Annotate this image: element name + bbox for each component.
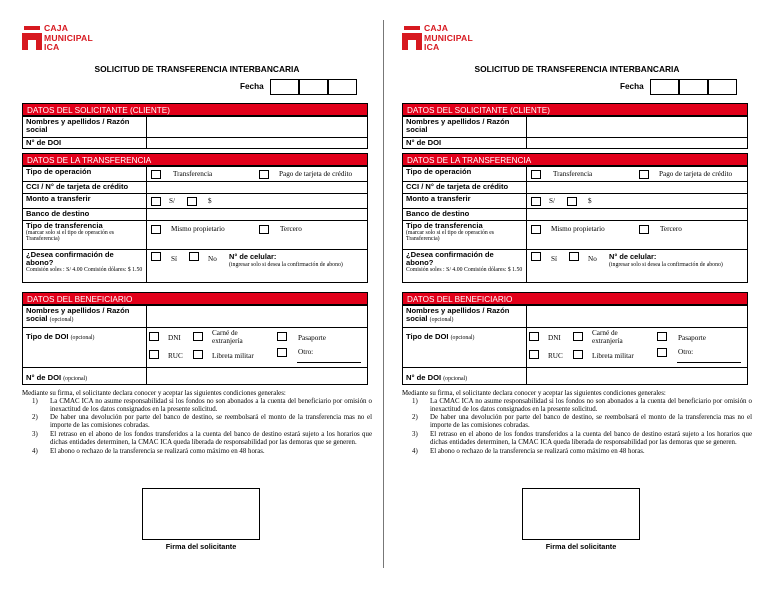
credit-card-payment-checkbox[interactable] — [639, 170, 649, 179]
form-title: SOLICITUD DE TRANSFERENCIA INTERBANCARIA — [474, 64, 680, 74]
dollars-label: $ — [208, 197, 212, 205]
signature-label: Firma del solicitante — [545, 542, 617, 551]
terms-item: 3) El retraso en el abono de los fondos transferidos a la cuenta del banco de destino estará sujeto a los horarios que dichas entidades determinen, la CMAC ICA queda liberada de responsabilidad por las demoras que se generen. — [32, 430, 372, 446]
third-party-checkbox[interactable] — [639, 225, 649, 234]
terms-item: 4) El abono o rechazo de la transferencia se realizará como máximo en 48 horas. — [32, 447, 265, 455]
soles-checkbox[interactable] — [531, 197, 541, 206]
doi-type-options — [527, 328, 748, 368]
applicant-doi-field[interactable] — [147, 138, 368, 149]
transfer-table — [402, 166, 748, 283]
section-header-beneficiary: DATOS DEL BENEFICIARIO — [402, 292, 748, 305]
section-header-beneficiary: DATOS DEL BENEFICIARIO — [22, 292, 368, 305]
bank-logo-icon — [402, 26, 422, 50]
other-doi-checkbox[interactable] — [277, 348, 287, 357]
carne-checkbox[interactable] — [193, 332, 203, 341]
beneficiary-table — [22, 305, 368, 385]
confirmation-label: ¿Desea confirmación de abono? Comisión soles : S/ 4.00 Comisión dólares: $ 1.50 — [403, 250, 527, 283]
carne-checkbox[interactable] — [573, 332, 583, 341]
credit-card-payment-label: Pago de tarjeta de crédito — [659, 170, 733, 178]
soles-checkbox[interactable] — [151, 197, 161, 206]
terms-intro: Mediante su firma, el solicitante declara conocer y aceptar las siguientes condiciones generales: — [22, 390, 286, 397]
ruc-checkbox[interactable] — [149, 350, 159, 359]
operation-type-options — [527, 167, 748, 182]
date-month-field[interactable] — [679, 79, 708, 95]
terms-item: 2) De haber una devolución por parte del banco de destino, se reembolsará el monto de la transferencia mas no el importe de las comisiones cobradas. — [32, 414, 372, 430]
soles-label: S/ — [549, 197, 555, 205]
transfer-type-label: Tipo de transferencia (marcar solo si el tipo de operación es Transferencia) — [403, 221, 527, 250]
ruc-checkbox[interactable] — [529, 350, 539, 359]
caja-municipal-ica-logo — [22, 22, 132, 58]
beneficiary-doi-type-label: Tipo de DOI (opcional) — [23, 328, 147, 368]
date-label: Fecha — [620, 82, 644, 91]
beneficiary-doi-number-field[interactable] — [527, 368, 748, 385]
transfer-type-options — [147, 221, 368, 250]
passport-checkbox[interactable] — [657, 332, 667, 341]
section-header-applicant: DATOS DEL SOLICITANTE (CLIENTE) — [402, 103, 748, 116]
passport-label: Pasaporte — [678, 334, 706, 342]
dni-checkbox[interactable] — [529, 332, 539, 341]
section-header-applicant: DATOS DEL SOLICITANTE (CLIENTE) — [22, 103, 368, 116]
amount-label: Monto a transferir — [403, 194, 527, 209]
military-id-label: Libreta militar — [212, 352, 254, 360]
amount-currency-options — [147, 194, 368, 209]
same-owner-label: Mismo propietario — [171, 225, 225, 233]
same-owner-checkbox[interactable] — [151, 225, 161, 234]
cci-label: CCI / N° de tarjeta de crédito — [23, 182, 147, 194]
other-doi-label: Otro: — [298, 348, 314, 356]
transfer-type-options — [527, 221, 748, 250]
cellphone-label: N° de celular: — [609, 252, 657, 261]
applicant-doi-label: N° de DOI — [403, 138, 527, 149]
destination-bank-label: Banco de destino — [23, 209, 147, 221]
transfer-type-note: (marcar solo si el tipo de operación es Transferencia) — [26, 230, 115, 243]
third-party-checkbox[interactable] — [259, 225, 269, 234]
cci-field[interactable] — [527, 182, 748, 194]
other-doi-label: Otro: — [678, 348, 694, 356]
operation-type-options — [147, 167, 368, 182]
confirmation-options — [147, 250, 368, 283]
same-owner-label: Mismo propietario — [551, 225, 605, 233]
confirmation-yes-checkbox[interactable] — [151, 252, 161, 261]
military-id-checkbox[interactable] — [573, 350, 583, 359]
other-doi-input-line[interactable] — [677, 362, 741, 363]
terms-item: 1) La CMAC ICA no asume responsabilidad si los fondos no son abonados a la cuenta del beneficiario por omisión o inexactitud de los datos consignados en la presente solicitud. — [412, 397, 752, 413]
signature-box[interactable] — [522, 488, 640, 540]
passport-label: Pasaporte — [298, 334, 326, 342]
cellphone-note: (ingresar solo si desea la confirmación de abono) — [229, 262, 343, 268]
date-row — [22, 79, 372, 95]
applicant-doi-field[interactable] — [527, 138, 748, 149]
beneficiary-table — [402, 305, 748, 385]
confirmation-label: ¿Desea confirmación de abono? Comisión soles : S/ 4.00 Comisión dólares: $ 1.50 — [23, 250, 147, 283]
signature-label: Firma del solicitante — [165, 542, 237, 551]
other-doi-input-line[interactable] — [297, 362, 361, 363]
ruc-label: RUC — [548, 352, 563, 360]
terms-item: 4) El abono o rechazo de la transferencia se realizará como máximo en 48 horas. — [412, 447, 645, 455]
credit-card-payment-checkbox[interactable] — [259, 170, 269, 179]
date-row — [402, 79, 752, 95]
terms-item: 2) De haber una devolución por parte del banco de destino, se reembolsará el monto de la transferencia mas no el importe de las comisiones cobradas. — [412, 414, 752, 430]
beneficiary-name-label: Nombres y apellidos / Razón social (opcional) — [23, 306, 147, 328]
applicant-name-field[interactable] — [527, 117, 748, 138]
date-day-field[interactable] — [650, 79, 679, 95]
destination-bank-field[interactable] — [147, 209, 368, 221]
amount-currency-options — [527, 194, 748, 209]
cci-field[interactable] — [147, 182, 368, 194]
military-id-label: Libreta militar — [592, 352, 634, 360]
section-header-transfer: DATOS DE LA TRANSFERENCIA — [22, 153, 368, 166]
date-day-field[interactable] — [270, 79, 299, 95]
transfer-checkbox[interactable] — [531, 170, 541, 179]
confirmation-yes-checkbox[interactable] — [531, 252, 541, 261]
terms-intro: Mediante su firma, el solicitante declara conocer y aceptar las siguientes condiciones generales: — [402, 390, 666, 397]
date-label: Fecha — [240, 82, 264, 91]
date-year-field[interactable] — [328, 79, 357, 95]
applicant-name-label: Nombres y apellidos / Razón social — [23, 117, 147, 138]
amount-label: Monto a transferir — [23, 194, 147, 209]
dni-checkbox[interactable] — [149, 332, 159, 341]
cellphone-label: N° de celular: — [229, 252, 277, 261]
passport-checkbox[interactable] — [277, 332, 287, 341]
confirmation-fee-note: Comisión soles : S/ 4.00 Comisión dólares: $ 1.50 — [26, 267, 143, 273]
beneficiary-name-label: Nombres y apellidos / Razón social (opcional) — [403, 306, 527, 328]
signature-box[interactable] — [142, 488, 260, 540]
same-owner-checkbox[interactable] — [531, 225, 541, 234]
beneficiary-doi-number-field[interactable] — [147, 368, 368, 385]
date-year-field[interactable] — [708, 79, 737, 95]
dollars-label: $ — [588, 197, 592, 205]
beneficiary-name-field[interactable] — [527, 306, 748, 328]
terms-item: 3) El retraso en el abono de los fondos transferidos a la cuenta del banco de destino estará sujeto a los horarios que dichas entidades determinen, la CMAC ICA queda liberada de responsabilidad por las demoras que se generen. — [412, 430, 752, 446]
credit-card-payment-label: Pago de tarjeta de crédito — [279, 170, 353, 178]
terms-and-conditions — [22, 390, 372, 456]
ruc-label: RUC — [168, 352, 183, 360]
soles-label: S/ — [169, 197, 175, 205]
operation-type-label: Tipo de operación — [23, 167, 147, 182]
third-party-label: Tercero — [660, 225, 682, 233]
confirmation-no-checkbox[interactable] — [189, 252, 199, 261]
transfer-option-label: Transferencia — [553, 170, 593, 178]
date-month-field[interactable] — [299, 79, 328, 95]
form-title: SOLICITUD DE TRANSFERENCIA INTERBANCARIA — [94, 64, 300, 74]
beneficiary-doi-type-label: Tipo de DOI (opcional) — [403, 328, 527, 368]
section-header-transfer: DATOS DE LA TRANSFERENCIA — [402, 153, 748, 166]
confirmation-options — [527, 250, 748, 283]
transfer-option-label: Transferencia — [173, 170, 213, 178]
confirmation-no-label: No — [588, 255, 597, 263]
operation-type-label: Tipo de operación — [403, 167, 527, 182]
destination-bank-label: Banco de destino — [403, 209, 527, 221]
applicant-table — [22, 116, 368, 149]
applicant-doi-label: N° de DOI — [23, 138, 147, 149]
transfer-request-form-left — [22, 0, 374, 594]
cci-label: CCI / N° de tarjeta de crédito — [403, 182, 527, 194]
cellphone-note: (ingresar solo si desea la confirmación de abono) — [609, 262, 723, 268]
other-doi-checkbox[interactable] — [657, 348, 667, 357]
transfer-type-label: Tipo de transferencia (marcar solo si el tipo de operación es Transferencia) — [23, 221, 147, 250]
terms-and-conditions — [402, 390, 752, 456]
beneficiary-doi-number-label: N° de DOI (opcional) — [403, 368, 527, 385]
beneficiary-doi-number-label: N° de DOI (opcional) — [23, 368, 147, 385]
dni-label: DNI — [168, 334, 181, 342]
brand-name: CAJA MUNICIPAL ICA — [44, 23, 93, 53]
applicant-table — [402, 116, 748, 149]
confirmation-no-label: No — [208, 255, 217, 263]
terms-item: 1) La CMAC ICA no asume responsabilidad si los fondos no son abonados a la cuenta del beneficiario por omisión o inexactitud de los datos consignados en la presente solicitud. — [32, 397, 372, 413]
page-divider — [383, 20, 384, 568]
dollars-checkbox[interactable] — [187, 197, 197, 206]
destination-bank-field[interactable] — [527, 209, 748, 221]
doi-type-options — [147, 328, 368, 368]
confirmation-yes-label: Sí — [171, 255, 177, 263]
caja-municipal-ica-logo — [402, 22, 512, 58]
confirmation-no-checkbox[interactable] — [569, 252, 579, 261]
third-party-label: Tercero — [280, 225, 302, 233]
beneficiary-name-field[interactable] — [147, 306, 368, 328]
carne-label: Carné de extranjería — [212, 329, 243, 345]
confirmation-yes-label: Sí — [551, 255, 557, 263]
applicant-name-field[interactable] — [147, 117, 368, 138]
military-id-checkbox[interactable] — [193, 350, 203, 359]
transfer-type-note: (marcar solo si el tipo de operación es Transferencia) — [406, 230, 495, 243]
dni-label: DNI — [548, 334, 561, 342]
dollars-checkbox[interactable] — [567, 197, 577, 206]
bank-logo-icon — [22, 26, 42, 50]
confirmation-fee-note: Comisión soles : S/ 4.00 Comisión dólares: $ 1.50 — [406, 267, 523, 273]
carne-label: Carné de extranjería — [592, 329, 623, 345]
transfer-checkbox[interactable] — [151, 170, 161, 179]
transfer-table — [22, 166, 368, 283]
brand-name: CAJA MUNICIPAL ICA — [424, 23, 473, 53]
transfer-request-form-right — [402, 0, 754, 594]
applicant-name-label: Nombres y apellidos / Razón social — [403, 117, 527, 138]
